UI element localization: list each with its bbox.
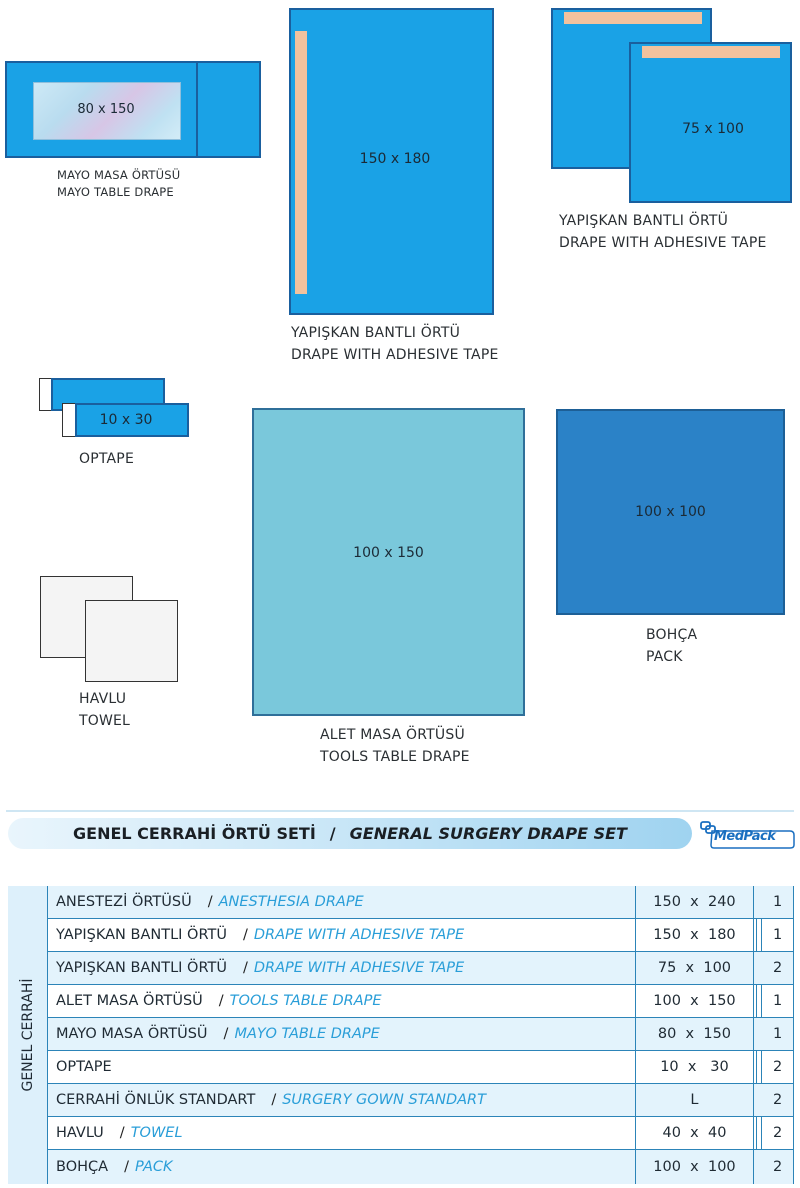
- table-side-label: GENEL CERRAHİ: [20, 978, 36, 1092]
- row-name-tr: YAPIŞKAN BANTLI ÖRTÜ: [56, 960, 227, 976]
- mayo-drape-size: 80 x 150: [77, 102, 135, 117]
- adhesive-tape-strip-front: [642, 46, 780, 58]
- mayo-drape-divider: [196, 61, 198, 158]
- row-size: 40 x 40: [636, 1117, 755, 1149]
- row-qty: 1: [773, 1026, 783, 1042]
- row-qty: 1: [773, 894, 783, 910]
- tools-drape-label-en: TOOLS TABLE DRAPE: [320, 749, 470, 765]
- adhesive-drape-small-label-tr: YAPIŞKAN BANTLI ÖRTÜ: [559, 213, 729, 229]
- set-title-tr: GENEL CERRAHİ ÖRTÜ SETİ: [73, 824, 316, 843]
- row-size: 150 x 180: [636, 919, 755, 951]
- pack-size: 100 x 100: [635, 504, 706, 520]
- table-row: MAYO MASA ÖRTÜSÜ / MAYO TABLE DRAPE 80 x 150 1: [48, 1018, 793, 1051]
- set-title-separator: /: [329, 824, 336, 843]
- row-size: 150 x 240: [636, 886, 755, 918]
- row-name-en: SURGERY GOWN STANDART: [282, 1092, 486, 1108]
- row-name-tr: ANESTEZİ ÖRTÜSÜ: [56, 894, 192, 910]
- row-name-en: DRAPE WITH ADHESIVE TAPE: [253, 927, 465, 943]
- row-size: 100 x 150: [636, 985, 755, 1017]
- row-size: 100 x 100: [636, 1150, 755, 1184]
- row-name-en: TOOLS TABLE DRAPE: [229, 993, 382, 1009]
- table-row: YAPIŞKAN BANTLI ÖRTÜ / DRAPE WITH ADHESIVE TAPE 150 x 180 1: [48, 919, 793, 952]
- tools-drape-illustration: [252, 408, 525, 716]
- row-name-tr: HAVLU: [56, 1125, 104, 1141]
- row-name-tr: MAYO MASA ÖRTÜSÜ: [56, 1026, 208, 1042]
- table-row: HAVLU / TOWEL 40 x 40 2: [48, 1117, 793, 1150]
- header-divider: [6, 810, 794, 812]
- row-qty: 1: [773, 927, 783, 943]
- optape-size: 10 x 30: [99, 412, 153, 428]
- optape-label: OPTAPE: [79, 451, 134, 467]
- pack-label-en: PACK: [646, 649, 683, 665]
- adhesive-tape-strip-back: [564, 12, 702, 24]
- row-name-en: DRAPE WITH ADHESIVE TAPE: [253, 960, 465, 976]
- towel-label-tr: HAVLU: [79, 691, 127, 707]
- row-qty: 2: [773, 1125, 783, 1141]
- adhesive-drape-large-label-tr: YAPIŞKAN BANTLI ÖRTÜ: [291, 325, 461, 341]
- table-row: ALET MASA ÖRTÜSÜ / TOOLS TABLE DRAPE 100 x 150 1: [48, 985, 793, 1018]
- adhesive-drape-small-size: 75 x 100: [682, 121, 744, 137]
- row-name-en: MAYO TABLE DRAPE: [234, 1026, 380, 1042]
- optape-backing-2: [62, 403, 76, 437]
- row-name-en: PACK: [134, 1159, 173, 1175]
- row-name-tr: YAPIŞKAN BANTLI ÖRTÜ: [56, 927, 227, 943]
- mayo-drape-label-tr: MAYO MASA ÖRTÜSÜ: [57, 168, 181, 182]
- row-name-tr: OPTAPE: [56, 1059, 112, 1075]
- row-name-en: ANESTHESIA DRAPE: [218, 894, 364, 910]
- tools-drape-size: 100 x 150: [353, 545, 424, 561]
- row-size: 75 x 100: [636, 952, 755, 984]
- row-qty: 2: [773, 960, 783, 976]
- row-name-tr: ALET MASA ÖRTÜSÜ: [56, 993, 203, 1009]
- table-row: CERRAHİ ÖNLÜK STANDART / SURGERY GOWN STANDART L 2: [48, 1084, 793, 1117]
- row-qty: 2: [773, 1059, 783, 1075]
- adhesive-drape-large-label-en: DRAPE WITH ADHESIVE TAPE: [291, 347, 499, 363]
- row-qty: 1: [773, 993, 783, 1009]
- adhesive-drape-small-label-en: DRAPE WITH ADHESIVE TAPE: [559, 235, 767, 251]
- row-qty: 2: [773, 1092, 783, 1108]
- table-body: [0, 886, 800, 1184]
- towel-label-en: TOWEL: [79, 713, 131, 729]
- row-name-tr: BOHÇA: [56, 1159, 109, 1175]
- adhesive-drape-large-size: 150 x 180: [359, 151, 431, 167]
- row-name-tr: CERRAHİ ÖNLÜK STANDART: [56, 1092, 256, 1108]
- pack-label-tr: BOHÇA: [646, 627, 698, 643]
- table-row: BOHÇA / PACK 100 x 100 2: [48, 1150, 793, 1184]
- brand-name: MedPack: [714, 829, 776, 844]
- tools-drape-label-tr: ALET MASA ÖRTÜSÜ: [320, 727, 465, 743]
- row-size: 80 x 150: [636, 1018, 755, 1050]
- set-title-en: GENERAL SURGERY DRAPE SET: [349, 824, 627, 843]
- table-row: [48, 1051, 793, 1084]
- row-size: L: [636, 1084, 755, 1116]
- set-title: [8, 818, 692, 849]
- row-size: 10 x 30: [636, 1051, 755, 1083]
- towel-illustration-front: [85, 600, 178, 682]
- row-qty: 2: [773, 1159, 783, 1175]
- table-row: YAPIŞKAN BANTLI ÖRTÜ / DRAPE WITH ADHESIVE TAPE 75 x 100 2: [48, 952, 793, 985]
- mayo-drape-label-en: MAYO TABLE DRAPE: [57, 185, 174, 199]
- row-name-en: TOWEL: [130, 1125, 183, 1141]
- table-row: ANESTEZİ ÖRTÜSÜ / ANESTHESIA DRAPE 150 x 240 1: [48, 886, 793, 919]
